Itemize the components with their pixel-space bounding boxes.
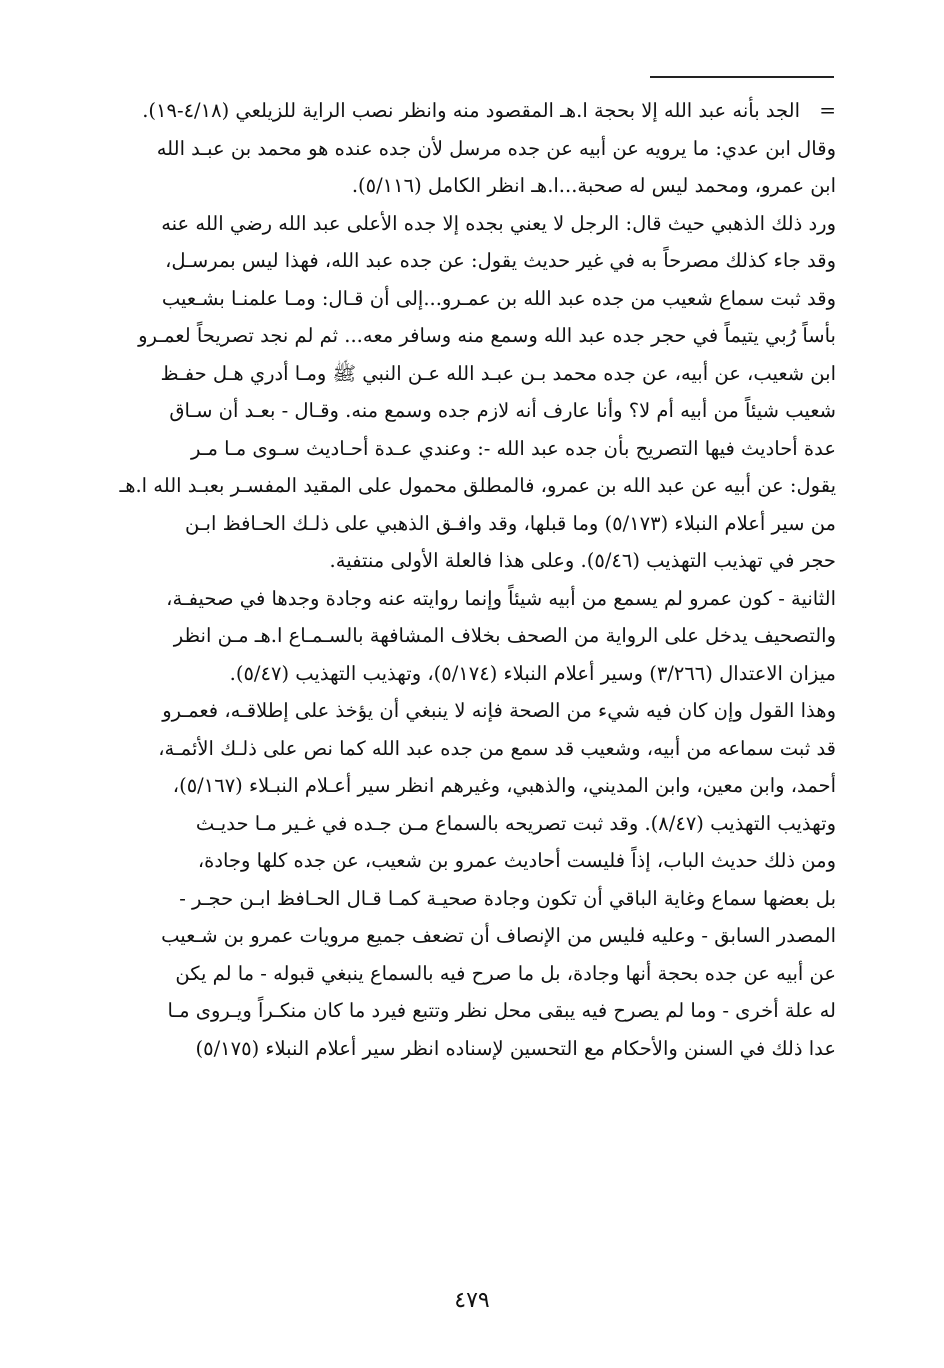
footnote-text-block	[96, 92, 836, 1067]
footnote-line: وتهذيب التهذيب (٨/٤٧). وقد ثبت تصريحه بالسماع مـن جـده في غـير مـا حديـث	[195, 811, 836, 835]
footnote-line: عدا ذلك في السنن والأحكام مع التحسين لإسناده انظر سير أعلام النبلاء (٥/١٧٥)	[195, 1036, 836, 1060]
footnote-line: ابن عمرو، ومحمد ليس له صحبة...ا.هـ انظر الكامل (٥/١١٦).	[351, 174, 836, 197]
footnote-line: ورد ذلك الذهبي حيث قال: الرجل لا يعني بجده إلا جده الأعلى عبد الله رضي الله عنه	[161, 211, 836, 235]
footnote-line: أحمد، وابن معين، وابن المديني، والذهبي، وغيرهم انظر سير أعـلام النبـلاء (٥/١٦٧)،	[172, 774, 836, 797]
footnote-line: شعيب شيئاً من أبيه أم لا؟ وأنا عارف أنه لازم جده وسمع منه. وقـال - بعـد أن سـاق	[169, 399, 836, 422]
footnote-line: ابن شعيب، عن أبيه، عن جده محمد بـن عبـد الله عـن النبي ﷺ ومـا أدري هـل حفـظ	[160, 361, 836, 385]
footnote-line: المصدر السابق - وعليه فليس من الإنصاف أن تضعف جميع مرويات عمرو بن شـعيب	[161, 924, 836, 947]
footnote-line: ميزان الاعتدال (٣/٢٦٦) وسير أعلام النبلاء (٥/١٧٤)، وتهذيب التهذيب (٥/٤٧).	[229, 661, 836, 685]
footnote-separator-rule	[650, 76, 834, 78]
footnote-line: وقال ابن عدي: ما يرويه عن أبيه عن جده مرسل لأن جده عنده هو محمد بن عبـد الله	[156, 136, 836, 160]
footnote-line: يقول: عن أبيه عن عبد الله بن عمرو، فالمطلق محمول على المقيد المفسـر بعبـد الله ا.هـ	[119, 474, 836, 497]
footnote-line: عدة أحاديث فيها التصريح بأن جده عبد الله -: وعندي عـدة أحـاديث سـوى مـا مـر	[190, 436, 836, 460]
footnote-line: بل بعضها سماع وغاية الباقي أن تكون وجادة صحيـة كمـا قـال الحـافظ ابـن حجـر -	[179, 886, 836, 910]
footnote-line: وقد ثبت سماع شعيب من جده عبد الله بن عمـرو...إلى أن قـال: ومـا علمنـا بشـعيب	[161, 286, 836, 310]
footnote-line: ومن ذلك حديث الباب، إذاً فليست أحاديث عمرو بن شعيب، عن جده كلها وجادة،	[197, 849, 836, 872]
footnote-line: من سير أعلام النبلاء (٥/١٧٣) وما قبلها، وقد وافـق الذهبي على ذلـك الحـافظ ابـن	[185, 511, 836, 535]
footnote-line: والتصحيف يدخل على الرواية من الصحف بخلاف المشافهة بالسـمـاع ا.هـ مـن انظر	[173, 624, 836, 647]
footnote-line: الثانية - كون عمرو لم يسمع من أبيه شيئاً وإنما روايته عنه وجادة وجدها في صحيفـة،	[166, 586, 836, 610]
footnote-line: الجد بأنه عبد الله إلا بحجة ا.هـ المقصود منه وانظر نصب الراية للزيلعي (٤/١٨-١٩).	[142, 99, 800, 122]
footnote-line: قد ثبت سماعه من أبيه، وشعيب قد سمع من جده عبد الله كما نص على ذلـك الأئمـة،	[158, 736, 836, 760]
footnote-line: بأساً رُبي يتيماً في حجر جده عبد الله وسمع منه وسافر معه... ثم لم نجد تصريحاً لعمـرو	[138, 324, 836, 347]
footnote-line: حجر في تهذيب التهذيب (٥/٤٦). وعلى هذا فالعلة الأولى منتفية.	[329, 549, 836, 572]
continuation-mark: =	[819, 98, 836, 122]
footnote-line: له علة أخرى - وما لم يصرح فيه يبقى محل نظر وتتبع فيرد ما كان منكـراً ويـروى مـا	[167, 999, 836, 1022]
footnote-line: وهذا القول وإن كان فيه شيء من الصحة فإنه لا ينبغي أن يؤخذ على إطلاقـه، فعمـرو	[162, 699, 836, 722]
footnote-line: وقد جاء كذلك مصرحاً به في غير حديث يقول: عن جده عبد الله، فهذا ليس بمرسـل،	[165, 249, 836, 272]
footnote-line: عن أبيه عن جده بحجة أنها وجادة، بل ما صرح فيه بالسماع ينبغي قبوله - ما لم يكن	[175, 961, 836, 985]
page-number: ٤٧٩	[454, 1288, 490, 1313]
